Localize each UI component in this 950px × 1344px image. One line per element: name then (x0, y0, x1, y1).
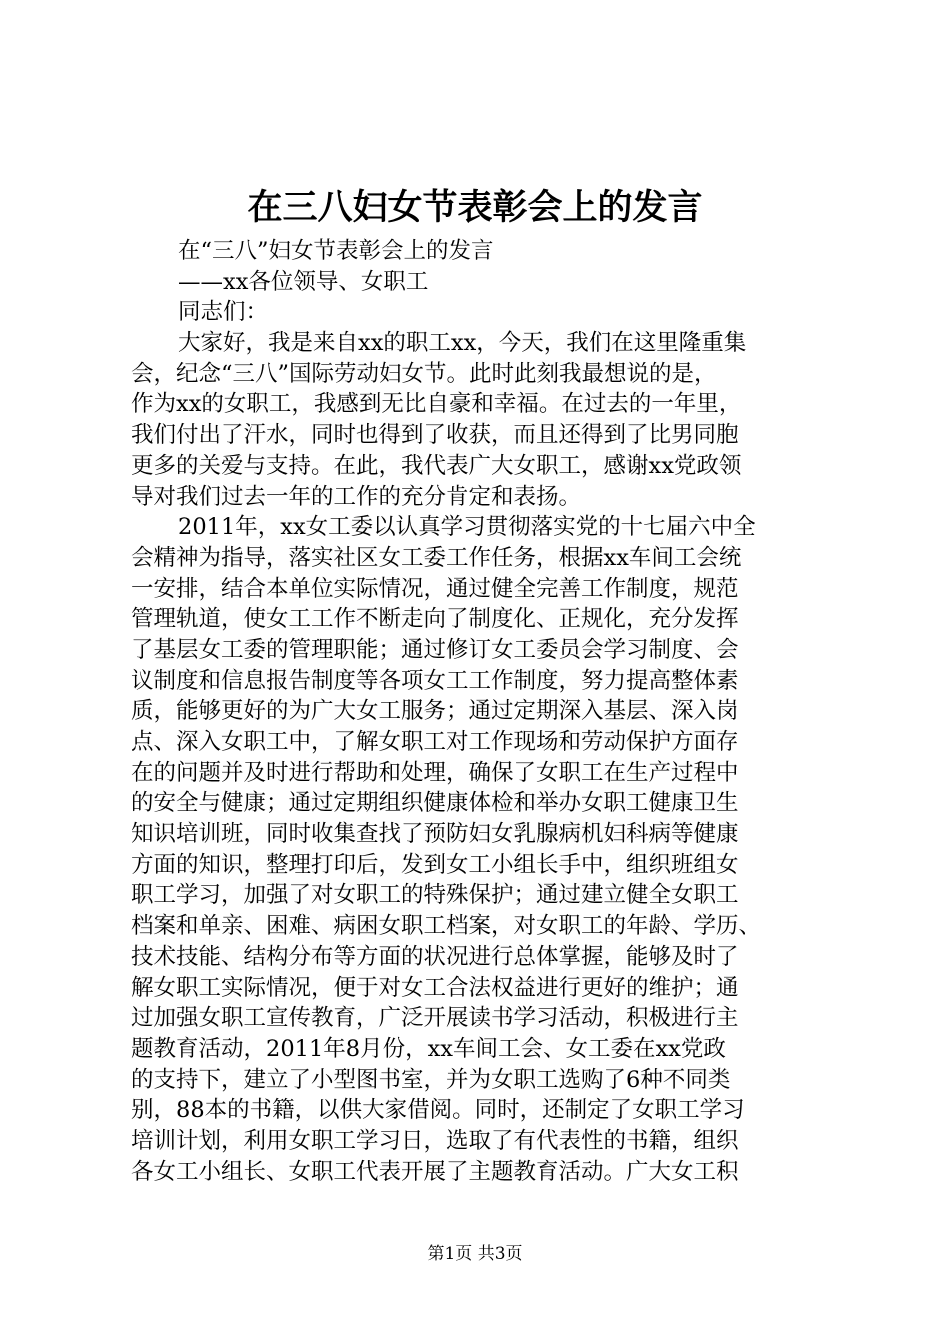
text-line: 大家好，我是来自xx的职工xx，今天，我们在这里隆重集 (178, 330, 747, 357)
document-body (131, 236, 825, 1187)
text-line: 别，88本的书籍，以供大家借阅。同时，还制定了女职工学习 (131, 1097, 745, 1124)
page-footer: 第1页 共3页 (427, 1244, 523, 1264)
text-line: 会，纪念“三八”国际劳动妇女节。此时此刻我最想说的是， (131, 360, 717, 387)
text-line: 过加强女职工宣传教育，广泛开展读书学习活动，积极进行主 (131, 1005, 739, 1032)
document-title: 在三八妇女节表彰会上的发言 (247, 187, 703, 228)
text-line: 一安排，结合本单位实际情况，通过健全完善工作制度，规范 (131, 575, 739, 602)
text-line: ——xx各位领导、女职工 (178, 268, 429, 295)
text-line: 点、深入女职工中，了解女职工对工作现场和劳动保护方面存 (131, 729, 739, 755)
text-line: 知识培训班，同时收集查找了预防妇女乳腺病机妇科病等健康 (131, 821, 739, 848)
text-line: 题教育活动，2011年8月份，xx车间工会、女工委在xx党政 (131, 1035, 726, 1062)
text-line: 同志们： (178, 299, 269, 326)
text-line: 解女职工实际情况，便于对女工合法权益进行更好的维护；通 (131, 974, 739, 1001)
text-line: 在“三八”妇女节表彰会上的发言 (178, 238, 494, 264)
text-line: 各女工小组长、女职工代表开展了主题教育活动。广大女工积 (131, 1158, 739, 1185)
text-line: 的安全与健康；通过定期组织健康体检和举办女职工健康卫生 (131, 790, 739, 817)
text-line: 的支持下，建立了小型图书室，并为女职工选购了6种不同类 (131, 1066, 731, 1093)
text-line: 我们付出了汗水，同时也得到了收获，而且还得到了比男同胞 (131, 422, 739, 449)
text-line: 质，能够更好的为广大女工服务；通过定期深入基层、深入岗 (131, 698, 739, 725)
text-line: 作为xx的女职工，我感到无比自豪和幸福。在过去的一年里， (131, 391, 742, 418)
text-line: 了基层女工委的管理职能；通过修订女工委员会学习制度、会 (131, 636, 739, 663)
text-line: 档案和单亲、困难、病困女职工档案，对女职工的年龄、学历、 (131, 913, 762, 940)
text-line: 更多的关爱与支持。在此，我代表广大女职工，感谢xx党政领 (131, 452, 742, 479)
text-line: 培训计划，利用女职工学习日，选取了有代表性的书籍，组织 (131, 1127, 739, 1154)
text-line: 职工学习，加强了对女职工的特殊保护；通过建立健全女职工 (131, 882, 739, 909)
text-line: 方面的知识，整理打印后，发到女工小组长手中，组织班组女 (131, 851, 739, 878)
text-line: 2011年，xx女工委以认真学习贯彻落实党的十七届六中全 (178, 514, 756, 541)
text-line: 在的问题并及时进行帮助和处理，确保了女职工在生产过程中 (131, 759, 739, 786)
text-line: 管理轨道，使女工工作不断走向了制度化、正规化，充分发挥 (131, 606, 739, 633)
text-line: 会精神为指导，落实社区女工委工作任务，根据xx车间工会统 (131, 544, 742, 571)
text-line: 议制度和信息报告制度等各项女工工作制度，努力提高整体素 (131, 667, 739, 694)
text-line: 导对我们过去一年的工作的充分肯定和表扬。 (131, 483, 582, 510)
text-line: 技术技能、结构分布等方面的状况进行总体掌握，能够及时了 (131, 943, 739, 970)
